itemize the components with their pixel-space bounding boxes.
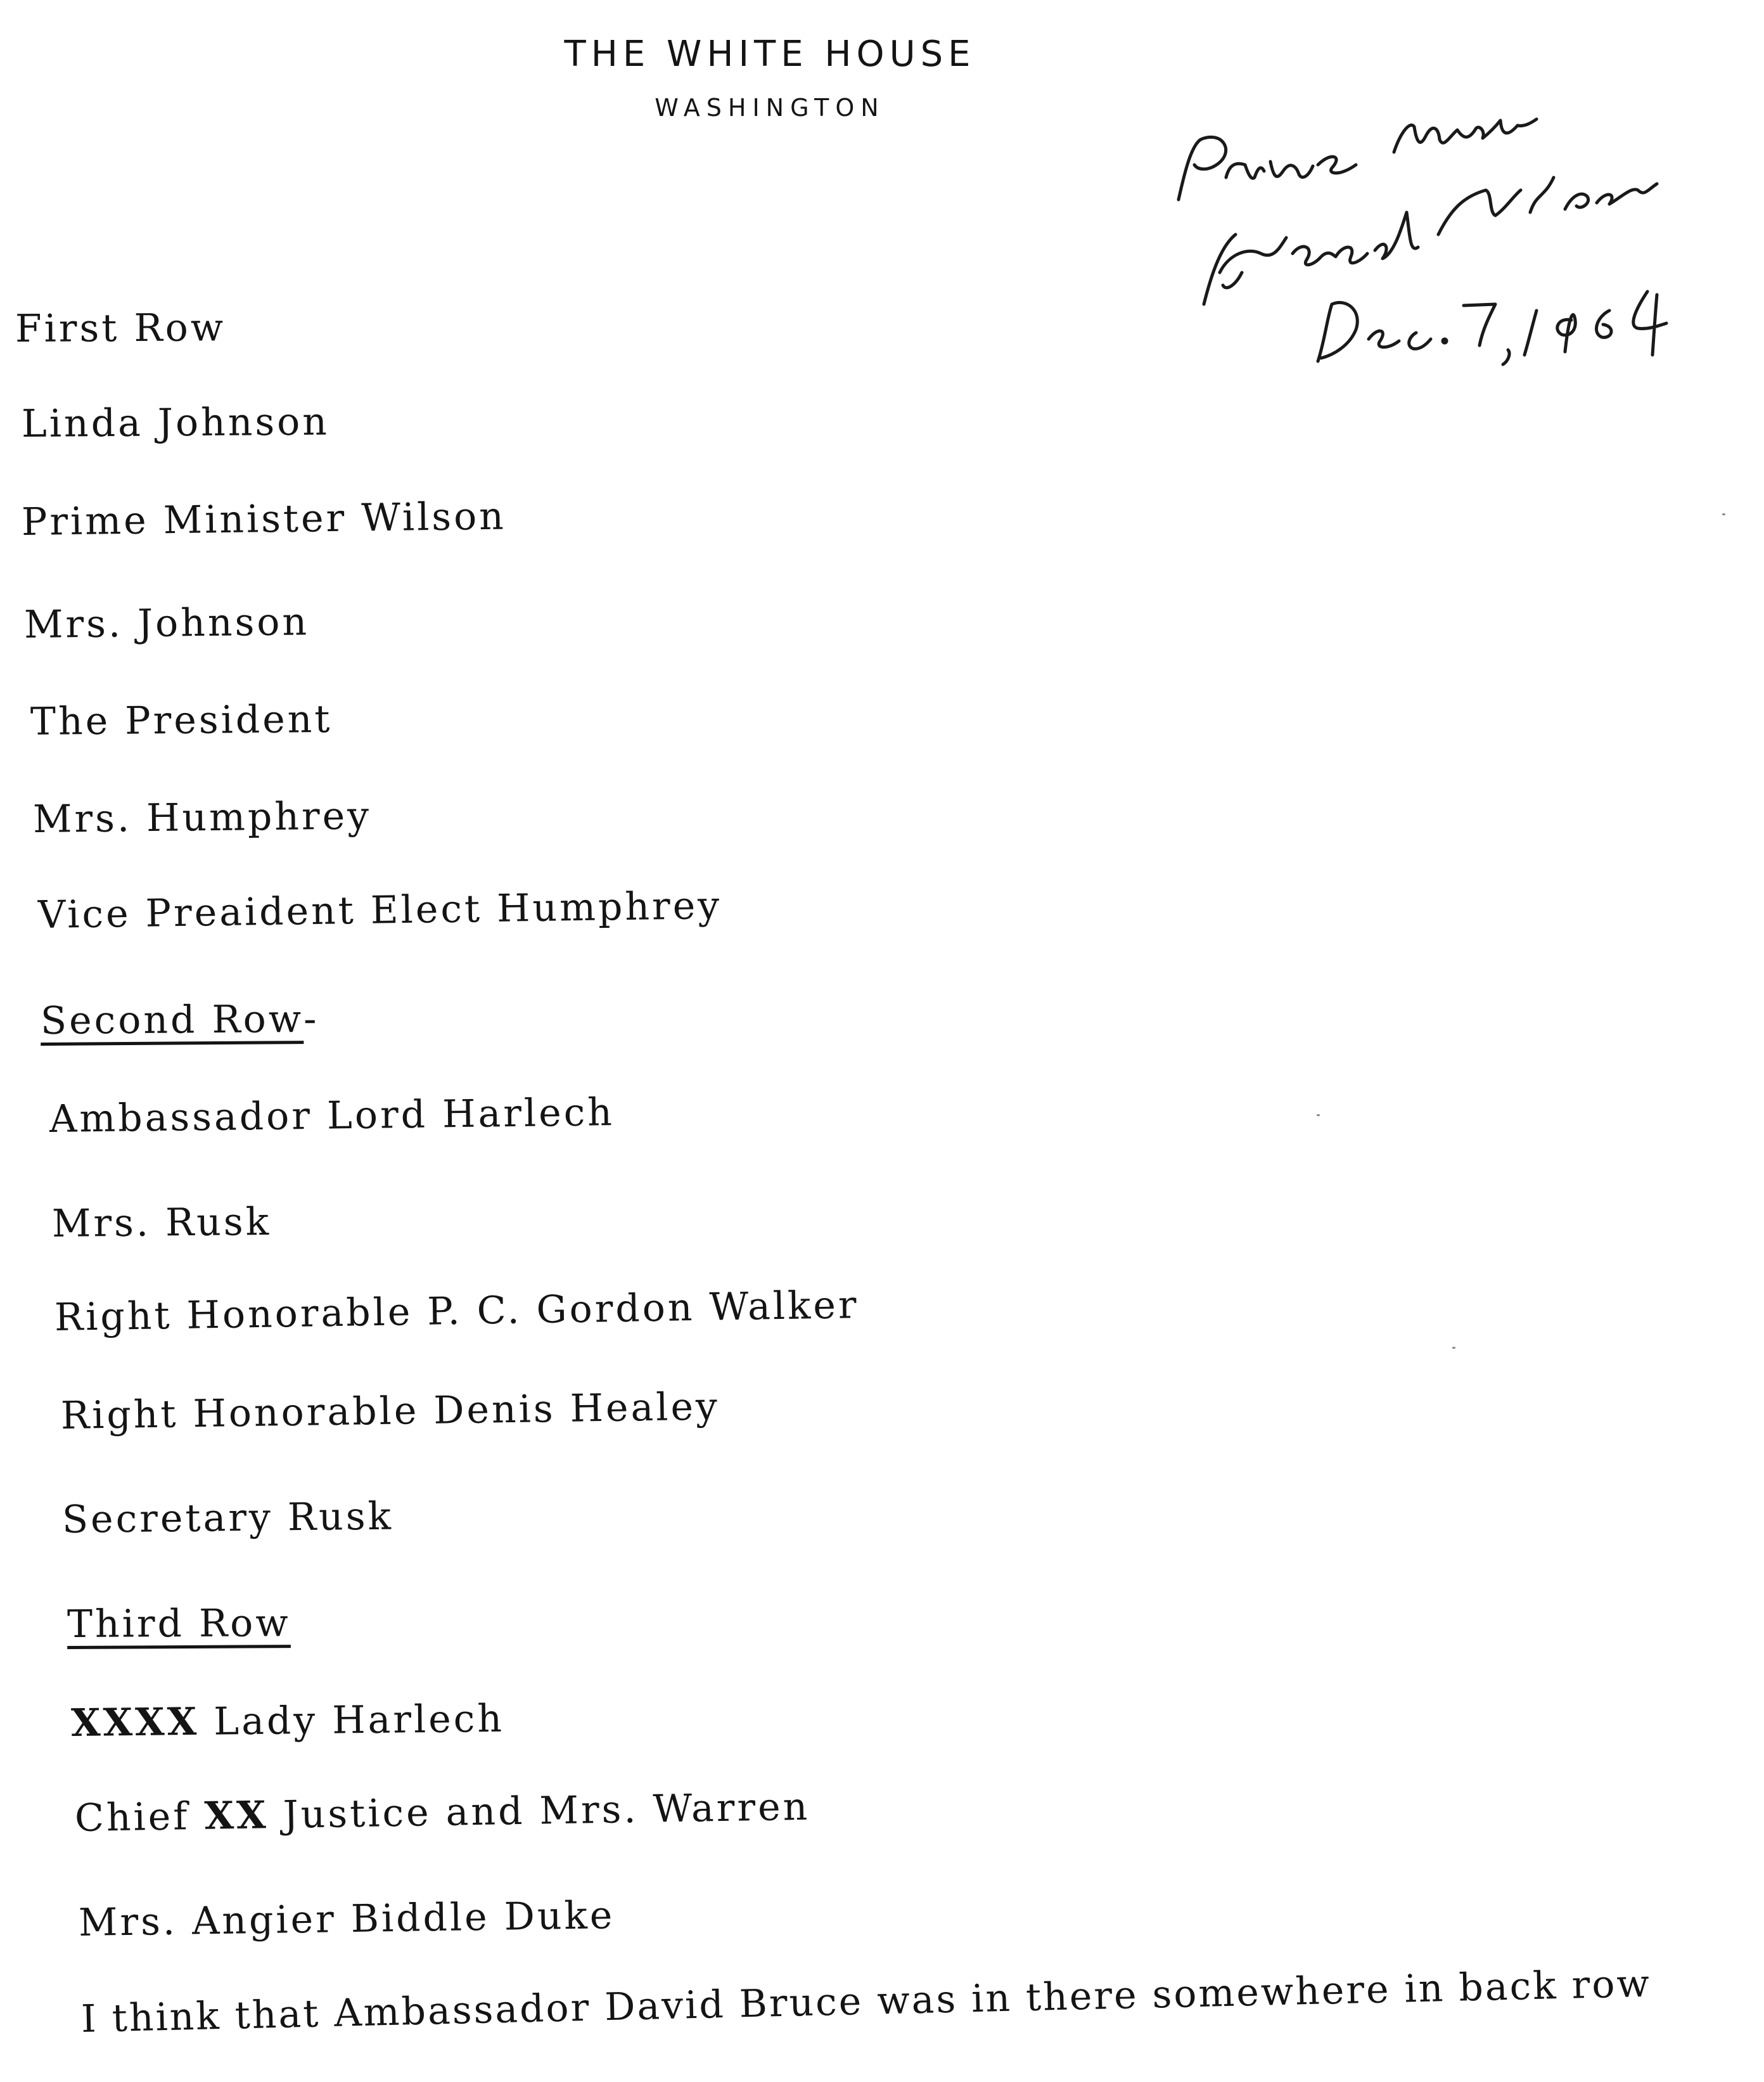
letterhead-subtitle: WASHINGTON <box>655 94 885 122</box>
attendee-name: Secretary Rusk <box>61 1494 394 1542</box>
attendee-name <box>71 1696 505 1746</box>
second-row-heading-line <box>41 996 319 1044</box>
handwritten-annotation <box>1166 101 1736 368</box>
strikeover-text: XX <box>203 1793 269 1839</box>
handwriting-strokes <box>1166 101 1736 368</box>
attendee-name: Right Honorable P. C. Gordon Walker <box>54 1283 860 1340</box>
attendee-name: Vice Preaident Elect Humphrey <box>37 883 722 937</box>
strikeover-text: XXXX <box>70 1699 200 1745</box>
third-row-heading-line <box>67 1600 291 1647</box>
second-row-heading: Second Row <box>40 997 304 1043</box>
scan-speck <box>1452 1347 1455 1349</box>
attendee-name-text: Lady Harlech <box>198 1696 505 1744</box>
third-row-heading: Third Row <box>67 1601 291 1647</box>
scan-speck <box>1722 513 1725 515</box>
letterhead <box>406 33 1134 122</box>
attendee-name: Prime Minister Wilson <box>21 494 507 544</box>
attendee-name-text: Justice and Mrs. Warren <box>268 1784 810 1838</box>
attendee-name: Mrs. Humphrey <box>32 794 372 842</box>
letterhead-title: THE WHITE HOUSE <box>564 34 976 75</box>
attendee-name: Right Honorable Denis Healey <box>60 1384 720 1438</box>
attendee-name: The President <box>30 697 333 744</box>
attendee-name: Mrs. Johnson <box>23 600 310 647</box>
closing-note: I think that Ambassador David Bruce was in there somewhere in back row <box>80 1961 1652 2041</box>
first-row-heading: First Row <box>15 305 226 351</box>
attendee-name: Ambassador Lord Harlech <box>49 1090 615 1141</box>
attendee-name <box>74 1784 810 1841</box>
attendee-name: Linda Johnson <box>21 399 330 446</box>
heading-dash: - <box>303 996 319 1042</box>
scan-speck <box>1317 1114 1320 1116</box>
attendee-name: Mrs. Angier Biddle Duke <box>78 1893 615 1945</box>
attendee-name: Mrs. Rusk <box>51 1199 272 1246</box>
attendee-name-prefix: Chief <box>74 1794 205 1841</box>
